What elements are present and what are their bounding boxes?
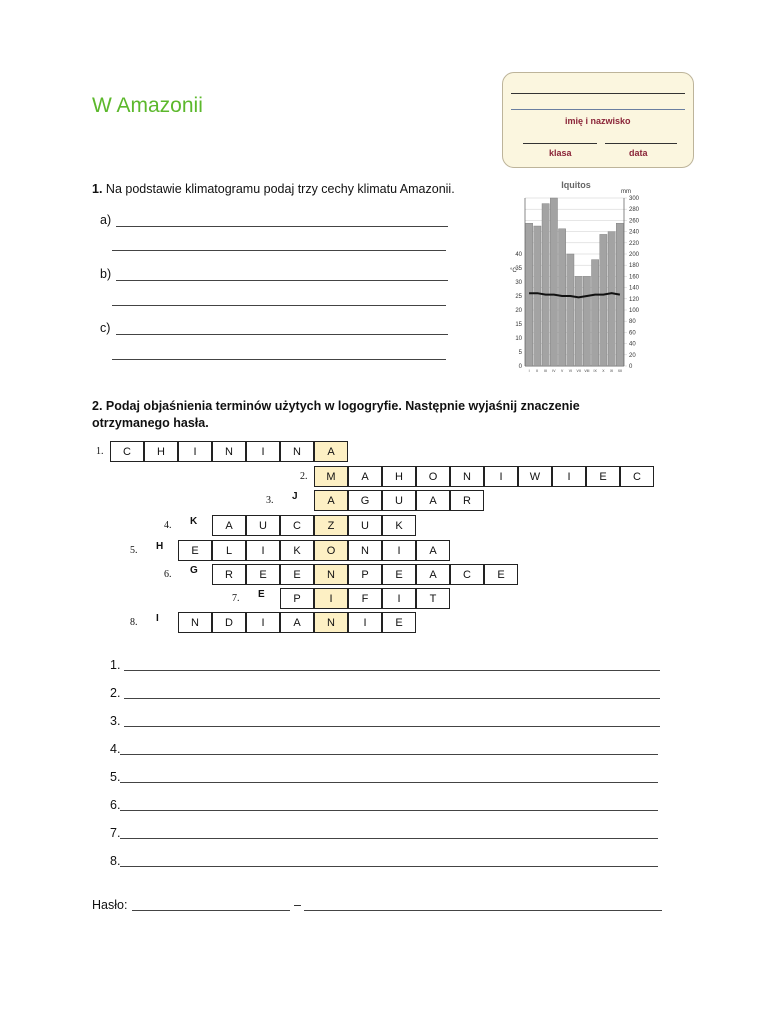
crossword-row-number: 1. (96, 446, 104, 457)
climatogram-chart (500, 176, 640, 376)
right-tick-label: 200 (629, 252, 640, 258)
precip-bar (550, 198, 557, 366)
explanation-line[interactable] (124, 726, 660, 727)
crossword-cell[interactable]: I (246, 540, 280, 561)
month-label: V (560, 369, 564, 373)
crossword-cell[interactable]: U (246, 515, 280, 536)
crossword-cell[interactable]: J (280, 490, 314, 511)
question-1 (92, 182, 455, 196)
crossword-key-cell[interactable]: O (314, 540, 348, 561)
right-tick-label: 240 (629, 229, 640, 236)
question-2-number: 2. (92, 399, 103, 413)
left-axis-label: °C (510, 268, 517, 274)
month-label: XII (617, 369, 622, 373)
crossword-cell[interactable]: E (586, 466, 620, 487)
explanation-line[interactable] (120, 838, 658, 839)
month-label: IV (552, 369, 556, 373)
explanation-label: 3. (110, 714, 121, 728)
question-2 (92, 398, 652, 432)
month-label: VI (568, 369, 572, 373)
precip-bar (592, 260, 599, 366)
crossword-cell[interactable]: L (212, 540, 246, 561)
crossword-key-cell[interactable]: M (314, 466, 348, 487)
crossword-cell[interactable]: C (450, 564, 484, 585)
precip-bar (526, 223, 533, 366)
name-box (502, 72, 694, 168)
question-2-text: Podaj objaśnienia terminów użytych w logogryfie. Następnie wyjaśnij znaczenie otrzymanego hasła. (92, 399, 580, 430)
explanation-label: 8. (110, 854, 121, 868)
left-tick-label: 0 (518, 364, 522, 370)
month-label: XI (610, 369, 614, 373)
right-tick-label: 60 (629, 330, 636, 337)
crossword-cell[interactable]: N (178, 612, 212, 633)
crossword-row-number: 2. (300, 471, 308, 482)
right-tick-label: 300 (629, 196, 640, 202)
question-1-number: 1. (92, 182, 103, 196)
month-label: III (544, 369, 548, 373)
explanation-line[interactable] (120, 782, 658, 783)
month-label: X (602, 369, 605, 373)
right-tick-label: 120 (629, 296, 640, 303)
left-tick-label: 35 (515, 266, 522, 272)
chart-title: Iquitos (561, 180, 591, 190)
precip-bar (575, 276, 582, 366)
crossword-cell[interactable]: D (212, 612, 246, 633)
crossword-cell[interactable]: K (178, 515, 212, 536)
page-title: W Amazonii (92, 94, 203, 117)
crossword-cell[interactable]: C (280, 515, 314, 536)
name-line-2[interactable] (511, 109, 685, 110)
precip-bar (600, 234, 607, 366)
precip-bar (608, 232, 615, 366)
crossword-key-cell[interactable]: Z (314, 515, 348, 536)
crossword-cell[interactable]: U (382, 490, 416, 511)
haslo-label: Hasło: (92, 898, 128, 912)
crossword-cell[interactable]: N (450, 466, 484, 487)
explanation-label: 5. (110, 770, 121, 784)
right-tick-label: 0 (629, 364, 633, 370)
right-tick-label: 220 (629, 240, 640, 247)
right-tick-label: 80 (629, 319, 636, 326)
crossword-cell[interactable]: I (144, 612, 178, 633)
crossword-cell[interactable]: H (144, 441, 178, 462)
crossword-key-cell[interactable]: I (314, 588, 348, 609)
right-tick-label: 20 (629, 352, 636, 359)
month-label: VII (576, 369, 581, 373)
explanation-label: 4. (110, 742, 121, 756)
crossword-cell[interactable]: E (246, 564, 280, 585)
left-tick-label: 10 (515, 336, 522, 342)
crossword-cell[interactable]: N (280, 441, 314, 462)
answer-a-line-2[interactable] (112, 250, 446, 251)
class-label: klasa (549, 148, 572, 158)
crossword-cell[interactable]: I (382, 588, 416, 609)
crossword-cell[interactable]: A (348, 466, 382, 487)
crossword-cell[interactable]: I (246, 441, 280, 462)
answer-b-line-1[interactable] (116, 280, 448, 281)
left-tick-label: 20 (515, 308, 522, 314)
crossword-cell[interactable]: N (348, 540, 382, 561)
crossword-row-number: 4. (164, 520, 172, 531)
crossword-cell[interactable]: P (280, 588, 314, 609)
left-tick-label: 15 (515, 322, 522, 328)
explanation-line[interactable] (120, 754, 658, 755)
crossword-key-cell[interactable]: N (314, 612, 348, 633)
crossword-cell[interactable]: K (382, 515, 416, 536)
left-tick-label: 25 (515, 294, 522, 300)
answer-c-line-2[interactable] (112, 359, 446, 360)
right-tick-label: 160 (629, 274, 640, 281)
left-tick-label: 40 (515, 252, 522, 258)
explanation-line[interactable] (120, 866, 658, 867)
month-label: II (536, 369, 539, 373)
crossword-row-number: 5. (130, 545, 138, 556)
crossword-cell[interactable]: A (416, 540, 450, 561)
crossword-cell[interactable]: I (178, 441, 212, 462)
crossword-cell[interactable]: E (484, 564, 518, 585)
answer-c-label: c) (100, 321, 111, 335)
right-tick-label: 40 (629, 341, 636, 348)
precip-bar (567, 254, 574, 366)
right-tick-label: 280 (629, 207, 640, 214)
crossword-row-number: 8. (130, 617, 138, 628)
crossword-cell[interactable]: N (212, 441, 246, 462)
haslo-line[interactable] (132, 910, 290, 911)
crossword-cell[interactable]: E (178, 540, 212, 561)
crossword-cell[interactable]: P (348, 564, 382, 585)
date-label: data (629, 148, 648, 158)
class-line[interactable] (523, 143, 597, 144)
name-line[interactable] (511, 93, 685, 94)
answer-b-line-2[interactable] (112, 305, 446, 306)
month-label: VIII (584, 369, 590, 373)
crossword-cell[interactable]: E (246, 588, 280, 609)
crossword-cell[interactable]: A (280, 612, 314, 633)
explanation-label: 2. (110, 686, 121, 700)
crossword-cell[interactable]: I (246, 612, 280, 633)
crossword-cell[interactable]: I (382, 540, 416, 561)
crossword-cell[interactable]: G (348, 490, 382, 511)
crossword-row-number: 7. (232, 593, 240, 604)
explanation-label: 1. (110, 658, 121, 672)
right-tick-label: 260 (629, 218, 640, 225)
crossword-cell[interactable]: R (212, 564, 246, 585)
date-line[interactable] (605, 143, 677, 144)
crossword-cell[interactable]: I (348, 612, 382, 633)
question-1-text: Na podstawie klimatogramu podaj trzy cechy klimatu Amazonii. (105, 182, 455, 196)
right-tick-label: 100 (629, 308, 640, 314)
crossword-row-number: 3. (266, 495, 274, 506)
crossword-cell[interactable]: K (280, 540, 314, 561)
answer-c-line-1[interactable] (116, 334, 448, 335)
right-tick-label: 140 (629, 285, 640, 292)
crossword-cell[interactable]: C (620, 466, 654, 487)
month-label: IX (593, 369, 597, 373)
explanation-label: 6. (110, 798, 121, 812)
explanation-label: 7. (110, 826, 121, 840)
name-label: imię i nazwisko (565, 116, 631, 126)
crossword-cell[interactable]: H (382, 466, 416, 487)
crossword-cell[interactable]: E (280, 564, 314, 585)
right-axis-label: mm (621, 189, 631, 195)
answer-a-label: a) (100, 213, 112, 227)
crossword-cell[interactable]: H (144, 540, 178, 561)
crossword-key-cell[interactable]: N (314, 564, 348, 585)
crossword-key-cell[interactable]: A (314, 441, 348, 462)
explanation-line[interactable] (124, 670, 660, 671)
crossword-cell[interactable]: C (110, 441, 144, 462)
crossword-cell[interactable]: A (212, 515, 246, 536)
left-tick-label: 30 (515, 280, 522, 286)
answer-b-label: b) (100, 267, 112, 281)
crossword-cell[interactable]: F (348, 588, 382, 609)
precip-bar (534, 226, 541, 366)
precip-bar (583, 276, 590, 366)
haslo-meaning-line[interactable] (304, 910, 662, 911)
crossword-row-number: 6. (164, 569, 172, 580)
right-tick-label: 180 (629, 263, 640, 270)
crossword-cell[interactable]: W (518, 466, 552, 487)
crossword-key-cell[interactable]: A (314, 490, 348, 511)
crossword-cell[interactable]: A (416, 490, 450, 511)
crossword-cell[interactable]: E (382, 612, 416, 633)
left-tick-label: 5 (518, 350, 522, 356)
crossword-cell[interactable]: R (450, 490, 484, 511)
crossword-cell[interactable]: O (416, 466, 450, 487)
crossword-cell[interactable]: I (552, 466, 586, 487)
crossword-cell[interactable]: A (416, 564, 450, 585)
explanation-line[interactable] (124, 698, 660, 699)
answer-a-line-1[interactable] (116, 226, 448, 227)
crossword-cell[interactable]: E (382, 564, 416, 585)
crossword-cell[interactable]: G (178, 564, 212, 585)
month-label: I (528, 369, 530, 373)
precip-bar (559, 229, 566, 366)
precip-bar (542, 204, 549, 366)
crossword-cell[interactable]: U (348, 515, 382, 536)
crossword-cell[interactable]: I (484, 466, 518, 487)
haslo-dash: – (294, 898, 301, 912)
explanation-line[interactable] (120, 810, 658, 811)
crossword-cell[interactable]: T (416, 588, 450, 609)
